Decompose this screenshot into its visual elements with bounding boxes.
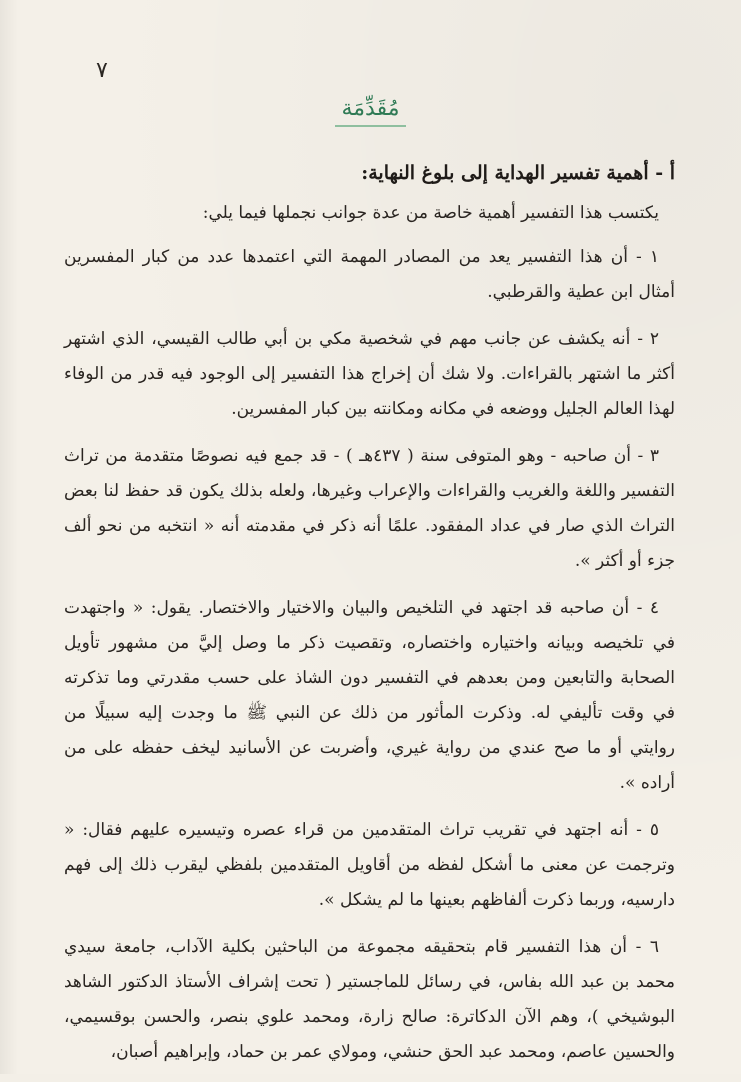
section-heading: أ - أهمية تفسير الهداية إلى بلوغ النهاية: (361, 162, 675, 184)
main-text (64, 156, 675, 1082)
list-item-1: ١ - أن هذا التفسير يعد من المصادر المهمة التي اعتمدها عدد من كبار المفسرين أمثال ابن عطية والقرطبي. (64, 247, 675, 302)
list-item-4: ٤ - أن صاحبه قد اجتهد في التلخيص والبيان والاختيار والاختصار. يقول: « واجتهدت في تلخيصه وبيانه واختياره واختصاره، وتقصيت ذكر ما وصل إليَّ من مشهور تأويل الصحابة والتابعين ومن بعدهم في التفسير دون الشاذ على حسب مقدرتي وما تذكرته في وقت تأليفي له. وذكرت المأثور من ذلك عن النبي ﷺ ما وجدت إليه سبيلًا من روايتي أو ما صح عندي من رواية غيري، وأضربت عن الأسانيد ليخف حفظه على من أراده ». (64, 598, 675, 793)
title-container (0, 96, 741, 127)
list-item-6: ٦ - أن هذا التفسير قام بتحقيقه مجموعة من الباحثين بكلية الآداب، جامعة سيدي محمد بن عبد الله بفاس، في رسائل للماجستير ( تحت إشراف الأستاذ الدكتور الشاهد البوشيخي )، وهم الآن الدكاترة: صالح زارة، ومحمد علوي بنصر، والحسن بوقسيمي، والحسين عاصم، ومحمد عبد الحق حنشي، ومولاي عمر بن حماد، وإبراهيم أصبان، (64, 937, 675, 1062)
intro-paragraph: يكتسب هذا التفسير أهمية خاصة من عدة جوانب نجملها فيما يلي: (202, 203, 659, 223)
page-title: مُقَدِّمَة (335, 96, 405, 127)
list-item-5: ٥ - أنه اجتهد في تقريب تراث المتقدمين من قراء عصره وتيسيره عليهم فقال: « وترجمت عن معنى ما أشكل لفظه من أقاويل المتقدمين بلفظي ليقرب ذلك إلى فهم دارسيه، وربما ذكرت ألفاظهم بعينها ما لم يشكل ». (64, 820, 675, 910)
list-item-2: ٢ - أنه يكشف عن جانب مهم في شخصية مكي بن أبي طالب القيسي، الذي اشتهر أكثر ما اشتهر بالقراءات. ولا شك أن إخراج هذا التفسير إلى الوجود فيه قدر من الوفاء لهذا العالم الجليل ووضعه في مكانه ومكانته بين كبار المفسرين. (64, 329, 675, 419)
page-number: ٧ (96, 58, 108, 83)
list-item-3: ٣ - أن صاحبه - وهو المتوفى سنة ( ٤٣٧هـ ) - قد جمع فيه نصوصًا متقدمة من تراث التفسير واللغة والغريب والقراءات والإعراب وغيرها، ولعله بذلك يكون قد حفظ لنا بعض التراث الذي صار في عداد المفقود. علمًا أنه ذكر في مقدمته أنه « انتخبه من نحو ألف جزء أو أكثر ». (64, 446, 675, 571)
